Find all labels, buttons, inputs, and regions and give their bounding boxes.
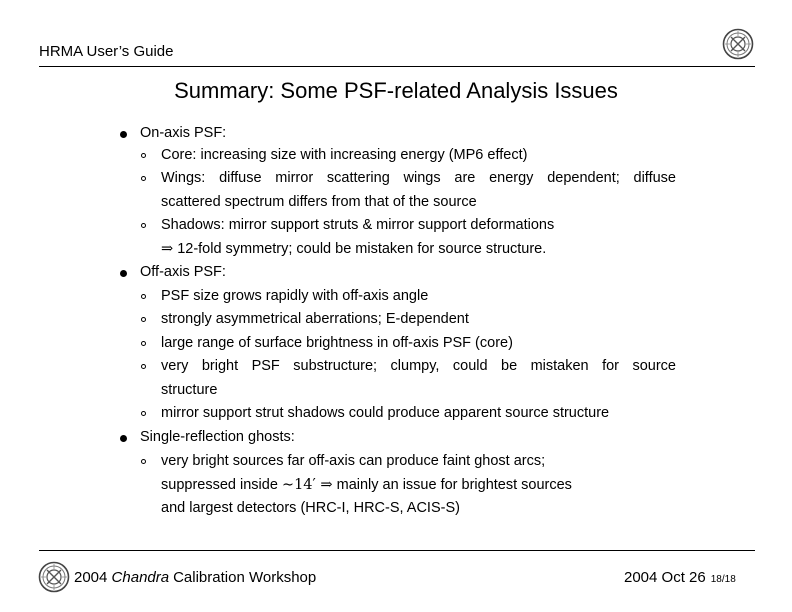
sub-bullet-icon — [141, 317, 146, 322]
header-title: HRMA User’s Guide — [39, 43, 174, 60]
section-ghosts-label: Single-reflection ghosts: — [140, 429, 295, 445]
header-rule — [39, 66, 755, 67]
chandra-seal-icon — [722, 28, 754, 60]
footer-event — [74, 569, 316, 586]
list-item-continuation — [161, 476, 572, 494]
sub-bullet-icon — [141, 294, 146, 299]
implies-symbol: ⇒ — [161, 241, 174, 257]
list-item-continuation: and largest detectors (HRC-I, HRC-S, ACIS-S) — [161, 500, 460, 516]
sub-bullet-icon — [141, 223, 146, 228]
sub-bullet-icon — [141, 153, 146, 158]
bullet-icon — [120, 435, 127, 442]
footer-event-name: Calibration Workshop — [173, 569, 317, 586]
list-item: Wings: diffuse mirror scattering wings are energy dependent; diffuse — [161, 170, 676, 186]
sub-bullet-icon — [141, 341, 146, 346]
list-item: Shadows: mirror support struts & mirror support deformations — [161, 217, 555, 233]
slide-title: Summary: Some PSF-related Analysis Issues — [174, 78, 618, 103]
footer-date-block — [624, 569, 736, 586]
section-off-axis-label: Off-axis PSF: — [140, 264, 226, 280]
chandra-seal-icon — [38, 561, 70, 593]
footer-year: 2004 — [74, 569, 108, 586]
continuation-text: mainly an issue for brightest sources — [336, 477, 572, 493]
list-item: strongly asymmetrical aberrations; E-dependent — [161, 311, 469, 327]
list-item: very bright PSF substructure; clumpy, could be mistaken for source — [161, 358, 676, 374]
list-item: large range of surface brightness in off-axis PSF (core) — [161, 335, 513, 351]
list-item: Core: increasing size with increasing energy (MP6 effect) — [161, 147, 528, 163]
list-item: mirror support strut shadows could produce apparent source structure — [161, 405, 610, 421]
list-item-continuation: structure — [161, 382, 218, 398]
footer-rule — [39, 550, 755, 551]
sub-bullet-icon — [141, 364, 146, 369]
sub-bullet-icon — [141, 411, 146, 416]
continuation-text: suppressed inside — [161, 477, 278, 493]
page-number: 18/18 — [710, 574, 736, 585]
bullet-icon — [120, 270, 127, 277]
section-on-axis-label: On-axis PSF: — [140, 125, 227, 141]
footer-date: 2004 Oct 26 — [624, 569, 706, 586]
bullet-icon — [120, 131, 127, 138]
continuation-text: 12-fold symmetry; could be mistaken for source structure. — [177, 241, 547, 257]
footer-mission: Chandra — [111, 569, 170, 586]
list-item: PSF size grows rapidly with off-axis angle — [161, 288, 429, 304]
list-item-continuation: scattered spectrum differs from that of the source — [161, 194, 477, 210]
sub-bullet-icon — [141, 176, 146, 181]
list-item-continuation — [161, 240, 546, 258]
sub-bullet-icon — [141, 459, 146, 464]
angle-math: ∼14′ ⇒ — [281, 477, 333, 493]
list-item: very bright sources far off-axis can produce faint ghost arcs; — [161, 453, 546, 469]
